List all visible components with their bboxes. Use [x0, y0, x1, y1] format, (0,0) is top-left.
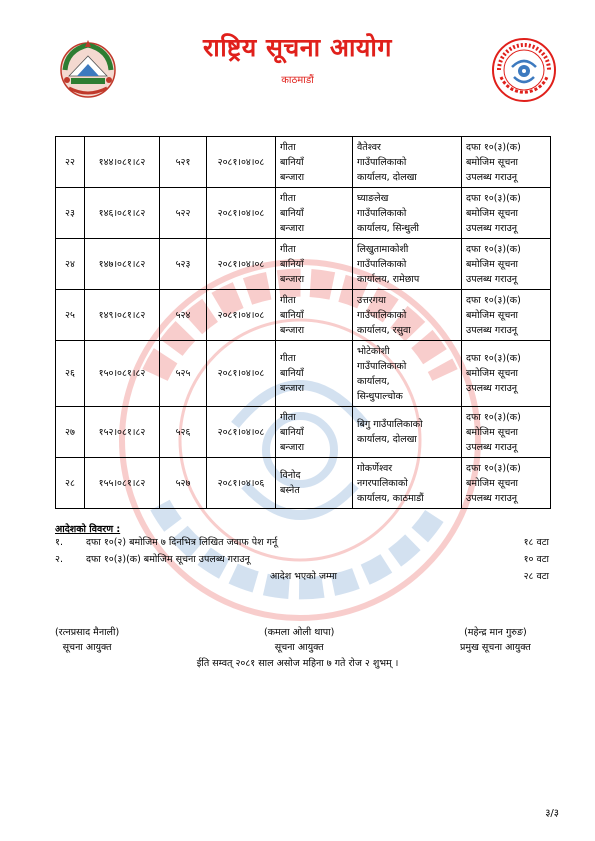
cell-decision: [462, 407, 551, 458]
cell-applicant-line: गीता: [280, 294, 296, 306]
cell-decision: [462, 341, 551, 407]
cell-decision-line: दफा १०(३)(क): [466, 192, 521, 204]
cell-decision-line: बमोजिम सूचना: [466, 426, 518, 438]
cell-respondent: [353, 137, 462, 188]
cell-decision: [462, 137, 551, 188]
cell-respondent-line: कार्यालय, काठमाडौं: [357, 492, 424, 504]
cell-respondent-line: वैतेश्वर: [357, 141, 381, 153]
cell-applicant-line: गीता: [280, 192, 296, 204]
table-row: [56, 137, 551, 188]
cell-decision: [462, 188, 551, 239]
cell-date: २०८१।०४।०८: [207, 341, 276, 407]
cell-decision-line: बमोजिम सूचना: [466, 368, 518, 379]
cell-respondent-line: गाउँपालिकाको: [357, 309, 407, 321]
cell-registration: १५०।०८१।८२: [85, 341, 160, 407]
cell-respondent: [353, 188, 462, 239]
cell-decision-line: दफा १०(३)(क): [466, 462, 521, 474]
cell-decision: [462, 458, 551, 509]
cell-decision-line: उपलब्ध गराउनू: [466, 492, 518, 504]
signatory-name: (महेन्द्र मान गुरुङ): [464, 627, 527, 638]
cell-date: २०८१।०४।०८: [207, 188, 276, 239]
cell-decision-no: ५२७: [160, 458, 207, 509]
table-row: [56, 341, 551, 407]
cell-respondent-line: कार्यालय, रसुवा: [357, 324, 411, 336]
cell-respondent: [353, 458, 462, 509]
cell-applicant-line: गीता: [280, 141, 296, 153]
page-number: ३/३: [545, 808, 559, 819]
cell-date: २०८१।०४।०८: [207, 137, 276, 188]
cell-respondent-line: लिखुतामाकोशी: [357, 243, 409, 255]
signatory-title: प्रमुख सूचना आयुक्त: [460, 642, 531, 653]
cell-applicant: [276, 407, 353, 458]
cell-decision-line: बमोजिम सूचना: [466, 207, 518, 219]
signature-block: [460, 625, 531, 655]
summary-item-number: १.: [55, 537, 63, 548]
cell-respondent-line: सिन्धुपाल्चोक: [357, 390, 403, 402]
cell-decision-line: बमोजिम सूचना: [466, 156, 518, 168]
cell-serial: २५: [56, 290, 85, 341]
cell-decision-no: ५२२: [160, 188, 207, 239]
page-title: राष्ट्रिय सूचना आयोग: [203, 33, 392, 62]
cell-respondent-line: गाउँपालिकाको: [357, 360, 407, 372]
cell-respondent: [353, 290, 462, 341]
cell-respondent-line: बिगु गाउँपालिकाको: [357, 419, 423, 430]
cell-decision-no: ५२४: [160, 290, 207, 341]
orders-summary: [55, 522, 551, 586]
cell-applicant-line: बानियाँ: [280, 258, 304, 270]
signature-block: [55, 625, 119, 655]
summary-total-count: २८ वटा: [523, 571, 549, 582]
cell-respondent-line: कार्यालय, दोलखा: [357, 171, 417, 183]
summary-item-count: १८ वटा: [523, 537, 549, 548]
cell-serial: २२: [56, 137, 85, 188]
cell-registration: १४७।०८१।८२: [85, 239, 160, 290]
cell-applicant: [276, 458, 353, 509]
cell-decision-line: उपलब्ध गराउनू: [466, 222, 518, 234]
cell-applicant-line: बानियाँ: [280, 309, 304, 321]
cell-applicant: [276, 188, 353, 239]
cell-decision-line: दफा १०(३)(क): [466, 141, 521, 153]
cell-serial: २७: [56, 407, 85, 458]
cell-applicant: [276, 137, 353, 188]
summary-heading: आदेशको विवरण :: [55, 524, 121, 535]
signatory-title: सूचना आयुक्त: [62, 642, 112, 653]
cell-applicant-line: बानियाँ: [280, 426, 304, 438]
cell-decision-line: बमोजिम सूचना: [466, 258, 518, 270]
cell-decision-no: ५२५: [160, 341, 207, 407]
orders-table: [55, 136, 551, 509]
cell-applicant-line: बन्जारा: [280, 383, 305, 394]
cell-applicant-line: बन्जारा: [280, 222, 305, 234]
cell-decision-no: ५२३: [160, 239, 207, 290]
table-row: [56, 239, 551, 290]
cell-date: २०८१।०४।०६: [207, 458, 276, 509]
cell-serial: २६: [56, 341, 85, 407]
cell-applicant-line: बन्जारा: [280, 441, 305, 453]
cell-respondent-line: कार्यालय, दोलखा: [357, 434, 417, 445]
cell-applicant-line: गीता: [280, 243, 296, 255]
cell-applicant: [276, 341, 353, 407]
summary-item-number: २.: [55, 554, 63, 565]
cell-respondent-line: घ्याङलेख: [357, 192, 389, 204]
summary-item-count: १० वटा: [523, 554, 549, 565]
table-row: [56, 188, 551, 239]
cell-applicant-line: गीता: [280, 353, 296, 364]
cell-decision-line: उपलब्ध गराउनू: [466, 324, 518, 336]
summary-total-label: आदेश भएको जम्मा: [270, 571, 337, 582]
cell-applicant-line: बन्जारा: [280, 324, 305, 336]
cell-respondent-line: गाउँपालिकाको: [357, 156, 407, 168]
cell-date: २०८१।०४।०८: [207, 290, 276, 341]
cell-registration: १४४।०८१।८२: [85, 137, 160, 188]
cell-applicant-line: बानियाँ: [280, 368, 304, 379]
cell-serial: २४: [56, 239, 85, 290]
cell-registration: १५२।०८१।८२: [85, 407, 160, 458]
cell-applicant-line: बन्जारा: [280, 171, 305, 183]
summary-total: [55, 569, 551, 586]
cell-date: २०८१।०४।०८: [207, 407, 276, 458]
summary-item: [55, 535, 551, 552]
cell-decision: [462, 239, 551, 290]
cell-date: २०८१।०४।०८: [207, 239, 276, 290]
cell-decision-line: दफा १०(३)(क): [466, 353, 521, 364]
cell-decision-line: बमोजिम सूचना: [466, 309, 518, 321]
cell-decision-no: ५२६: [160, 407, 207, 458]
summary-item-text: दफा १०(२) बमोजिम ७ दिनभित्र लिखित जवाफ पेश गर्नू: [86, 537, 278, 548]
cell-decision-line: बमोजिम सूचना: [466, 477, 518, 489]
cell-applicant-line: बन्जारा: [280, 273, 305, 285]
cell-applicant: [276, 239, 353, 290]
cell-decision-line: दफा १०(३)(क): [466, 243, 521, 255]
cell-registration: १४९।०८१।८२: [85, 290, 160, 341]
signatory-name: (रत्नप्रसाद मैनाली): [55, 627, 120, 638]
cell-registration: १५५।०८१।८२: [85, 458, 160, 509]
cell-respondent-line: कार्यालय, रामेछाप: [357, 273, 420, 285]
cell-decision-line: दफा १०(३)(क): [466, 411, 521, 423]
cell-applicant: [276, 290, 353, 341]
cell-serial: २३: [56, 188, 85, 239]
cell-respondent: [353, 341, 462, 407]
cell-respondent-line: कार्यालय, सिन्धुली: [357, 222, 419, 234]
summary-item: [55, 552, 551, 569]
cell-respondent: [353, 407, 462, 458]
cell-registration: १४६।०८१।८२: [85, 188, 160, 239]
cell-decision-line: उपलब्ध गराउनू: [466, 383, 518, 394]
cell-respondent-line: उत्तरगया: [357, 294, 386, 306]
table-row: [56, 458, 551, 509]
cell-decision-line: उपलब्ध गराउनू: [466, 273, 518, 285]
footer-date-line: ईति सम्वत् २०८१ साल असोज महिना ७ गते रोज २ शुभम् ।: [196, 658, 399, 669]
cell-applicant-line: विनोद: [280, 470, 301, 481]
table-row: [56, 407, 551, 458]
cell-decision-no: ५२१: [160, 137, 207, 188]
commission-seal-icon: [491, 37, 557, 103]
cell-decision: [462, 290, 551, 341]
signature-block: [264, 625, 334, 655]
cell-respondent-line: गोकर्णेश्वर: [357, 462, 393, 474]
cell-respondent-line: नगरपालिकाको: [357, 477, 408, 489]
cell-serial: २८: [56, 458, 85, 509]
table-row: [56, 290, 551, 341]
cell-decision-line: उपलब्ध गराउनू: [466, 171, 518, 183]
cell-decision-line: उपलब्ध गराउनू: [466, 441, 518, 453]
summary-item-text: दफा १०(३)(क) बमोजिम सूचना उपलब्ध गराउनू: [86, 554, 250, 565]
cell-respondent-line: कार्यालय,: [357, 375, 390, 387]
cell-respondent: [353, 239, 462, 290]
cell-decision-line: दफा १०(३)(क): [466, 294, 521, 306]
cell-respondent-line: भोटेकोशी: [357, 345, 390, 357]
cell-applicant-line: गीता: [280, 411, 296, 423]
cell-respondent-line: गाउँपालिकाको: [357, 258, 407, 270]
cell-applicant-line: बानियाँ: [280, 156, 304, 168]
signatory-title: सूचना आयुक्त: [274, 642, 324, 653]
page-subtitle: काठमाडौं: [281, 75, 314, 86]
cell-applicant-line: बस्नेत: [280, 485, 300, 496]
cell-respondent-line: गाउँपालिकाको: [357, 207, 407, 219]
signatory-name: (कमला ओली थापा): [264, 627, 335, 638]
cell-applicant-line: बानियाँ: [280, 207, 304, 219]
